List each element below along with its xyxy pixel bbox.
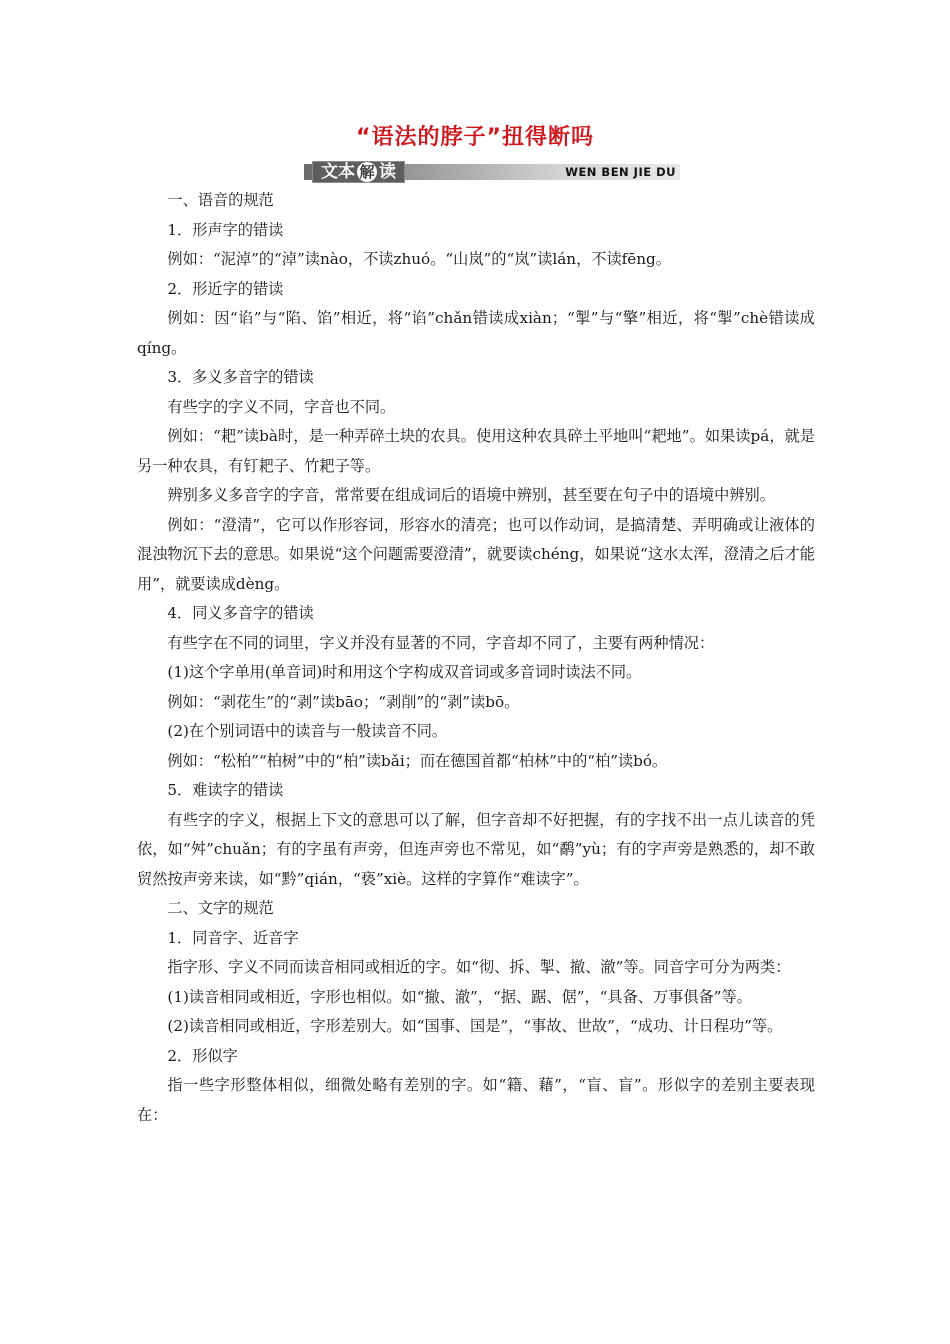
paragraph: 3．多义多音字的错读 — [167, 368, 314, 386]
paragraph: (1)这个字单用(单音词)时和用这个字构成双音词或多音词时读法不同。 — [167, 663, 642, 681]
paragraph: (1)读音相同或相近，字形也相似。如“撤、澈”，“据、踞、倨”，“具备、万事俱备”等。 — [167, 987, 752, 1006]
paragraph: 例如：“剥花生”的“剥”读bāo；“剥削”的“剥”读bō。 — [167, 692, 520, 711]
paragraph: (2)在个别词语中的读音与一般读音不同。 — [167, 722, 448, 740]
paragraph: 2．形似字 — [167, 1046, 238, 1065]
paragraph: 有些字的字义不同，字音也不同。 — [167, 397, 396, 416]
paragraph: 5．难读字的错读 — [167, 781, 284, 799]
paragraph: 4．同义多音字的错读 — [167, 604, 314, 622]
paragraph: 指字形、字义不同而读音相同或相近的字。如“彻、拆、掣、撤、澈”等。同音字可分为两类： — [167, 958, 791, 976]
banner-tab-circle-char: 解 — [357, 162, 377, 182]
banner-tab-text-1: 文本 — [321, 162, 355, 182]
section-banner — [304, 161, 680, 183]
paragraph: (2)读音相同或相近，字形差别大。如“国事、国是”，“事故、世故”，“成功、计日程功”等。 — [167, 1017, 783, 1035]
paragraph: 1．形声字的错读 — [167, 220, 284, 239]
paragraph: 辨别多义多音字的字音，常常要在组成词后的语境中辨别，甚至要在句子中的语境中辨别。 — [167, 486, 775, 504]
paragraph: 例如：“泥淖”的“淖”读nào，不读zhuó。“山岚”的“岚”读lán，不读fēng。 — [167, 250, 671, 268]
banner-english-label: WEN BEN JIE DU — [565, 165, 676, 179]
banner-tab — [312, 161, 405, 183]
paragraph: 例如：因“谄”与“陷、馅”相近，将“谄”chǎn错读成xiàn；“掣”与“擎”相近，将“掣”chè错读成qíng。 — [137, 309, 815, 357]
paragraph: 有些字的字义，根据上下文的意思可以了解，但字音却不好把握，有的字找不出一点儿读音的凭依，如“舛”chuǎn；有的字虽有声旁，但连声旁也不常见，如“鹬”yù；有的字声旁是熟悉的，却不敢贸然按声旁来读，如“黔”qián，“亵”xiè。这样的字算作“难读字”。 — [137, 810, 815, 888]
paragraph: 1．同音字、近音字 — [167, 928, 299, 947]
paragraph: 一、语音的规范 — [167, 191, 274, 209]
banner-tab-text-2: 读 — [379, 162, 396, 182]
paragraph: 有些字在不同的词里，字义并没有显著的不同，字音却不同了，主要有两种情况： — [167, 633, 715, 652]
paragraph: 二、文字的规范 — [167, 899, 274, 917]
paragraph: 例如：“松柏”“柏树”中的“柏”读bǎi；而在德国首都“柏林”中的“柏”读bó。 — [167, 751, 668, 770]
paragraph: 例如：“耙”读bà时，是一种弄碎土块的农具。使用这种农具碎土平地叫“耙地”。如果读pá，就是另一种农具，有钉耙子、竹耙子等。 — [137, 427, 815, 475]
document-body — [137, 186, 815, 1130]
paragraph: 2．形近字的错读 — [167, 279, 284, 298]
document-title: “语法的脖子”扭得断吗 — [356, 125, 594, 150]
paragraph: 指一些字形整体相似，细微处略有差别的字。如“籍、藉”，“盲、盲”。形似字的差别主要表现在： — [137, 1076, 815, 1124]
paragraph: 例如：“澄清”，它可以作形容词，形容水的清亮；也可以作动词，是搞清楚、弄明确或让液体的混浊物沉下去的意思。如果说“这个问题需要澄清”，就要读chéng，如果说“这水太浑，澄清之后才能用”，就要读成dèng。 — [137, 515, 815, 593]
